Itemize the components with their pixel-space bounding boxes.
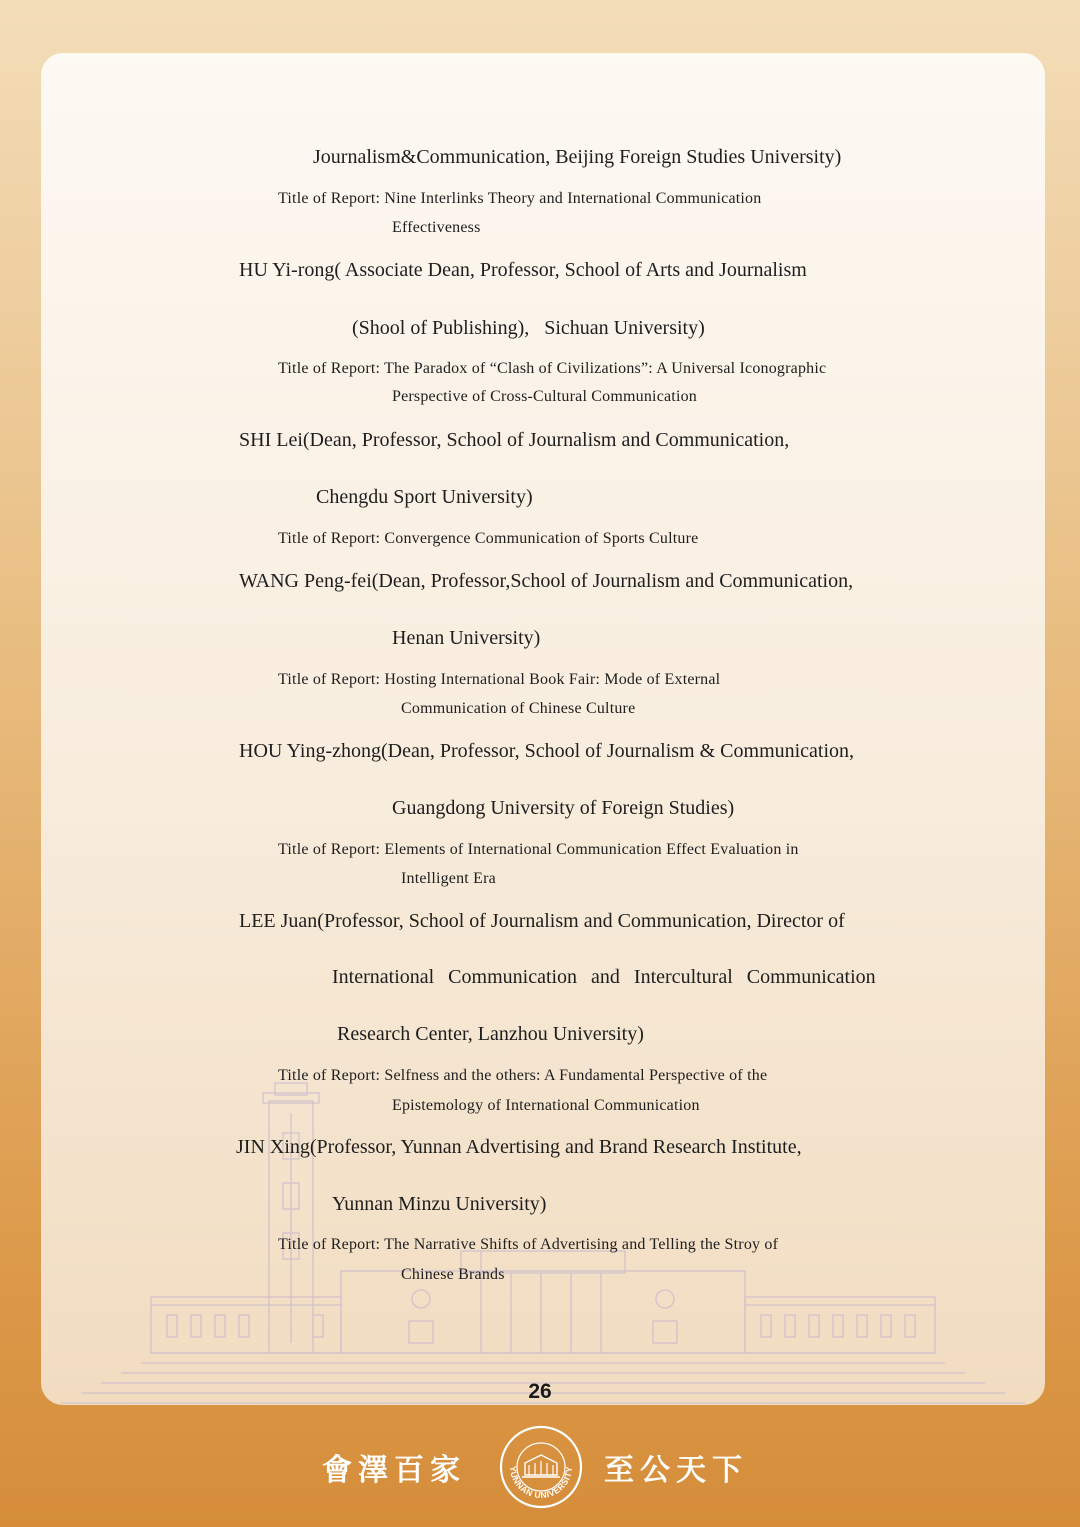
affiliation-continuation: Henan University) xyxy=(392,627,541,649)
affiliation-continuation: Yunnan Minzu University) xyxy=(332,1193,547,1215)
report-title-line: Title of Report: Elements of International Communication Effect Evaluation in xyxy=(278,841,799,858)
report-title-line: Epistemology of International Communication xyxy=(392,1097,700,1114)
report-title-line: Effectiveness xyxy=(392,219,481,236)
report-title-line: Title of Report: Hosting International Book Fair: Mode of External xyxy=(278,671,721,688)
speaker-line: HU Yi-rong( Associate Dean, Professor, School of Arts and Journalism xyxy=(239,259,807,281)
report-title-line: Title of Report: Selfness and the others: A Fundamental Perspective of the xyxy=(278,1067,768,1084)
motto-left: 會澤百家 xyxy=(322,1453,466,1488)
speaker-line: HOU Ying-zhong(Dean, Professor, School of Journalism & Communication, xyxy=(239,740,855,762)
affiliation-continuation: (Shool of Publishing), Sichuan University) xyxy=(352,317,705,339)
speaker-line: WANG Peng-fei(Dean, Professor,School of Journalism and Communication, xyxy=(239,570,854,592)
affiliation-continuation: Guangdong University of Foreign Studies) xyxy=(392,797,735,819)
affiliation-continuation: Chengdu Sport University) xyxy=(316,486,533,508)
report-title-line: Perspective of Cross-Cultural Communication xyxy=(392,388,697,405)
report-title-line: Communication of Chinese Culture xyxy=(401,700,636,717)
report-title-line: Title of Report: Convergence Communication of Sports Culture xyxy=(278,530,699,547)
report-title-line: Title of Report: Nine Interlinks Theory and International Communication xyxy=(278,190,762,207)
affiliation-continuation: International Communication and Intercultural Communication xyxy=(332,966,876,988)
report-title-line: Title of Report: The Paradox of “Clash of Civilizations”: A Universal Iconographic xyxy=(278,360,827,377)
motto-right: 至公天下 xyxy=(604,1453,748,1488)
speaker-line: SHI Lei(Dean, Professor, School of Journalism and Communication, xyxy=(239,429,790,451)
page-number: 26 xyxy=(528,1380,552,1403)
university-emblem-icon xyxy=(496,1425,586,1509)
report-title-line: Title of Report: The Narrative Shifts of Advertising and Telling the Stroy of xyxy=(278,1236,779,1253)
affiliation-continuation: Journalism&Communication, Beijing Foreign Studies University) xyxy=(313,146,842,168)
speaker-line: JIN Xing(Professor, Yunnan Advertising and Brand Research Institute, xyxy=(236,1136,802,1158)
emblem-text: YUNNAN UNIVERSITY xyxy=(507,1465,575,1501)
report-title-line: Chinese Brands xyxy=(401,1266,505,1283)
speaker-line: LEE Juan(Professor, School of Journalism and Communication, Director of xyxy=(239,910,845,932)
affiliation-continuation: Research Center, Lanzhou University) xyxy=(337,1023,644,1045)
report-title-line: Intelligent Era xyxy=(401,870,496,887)
